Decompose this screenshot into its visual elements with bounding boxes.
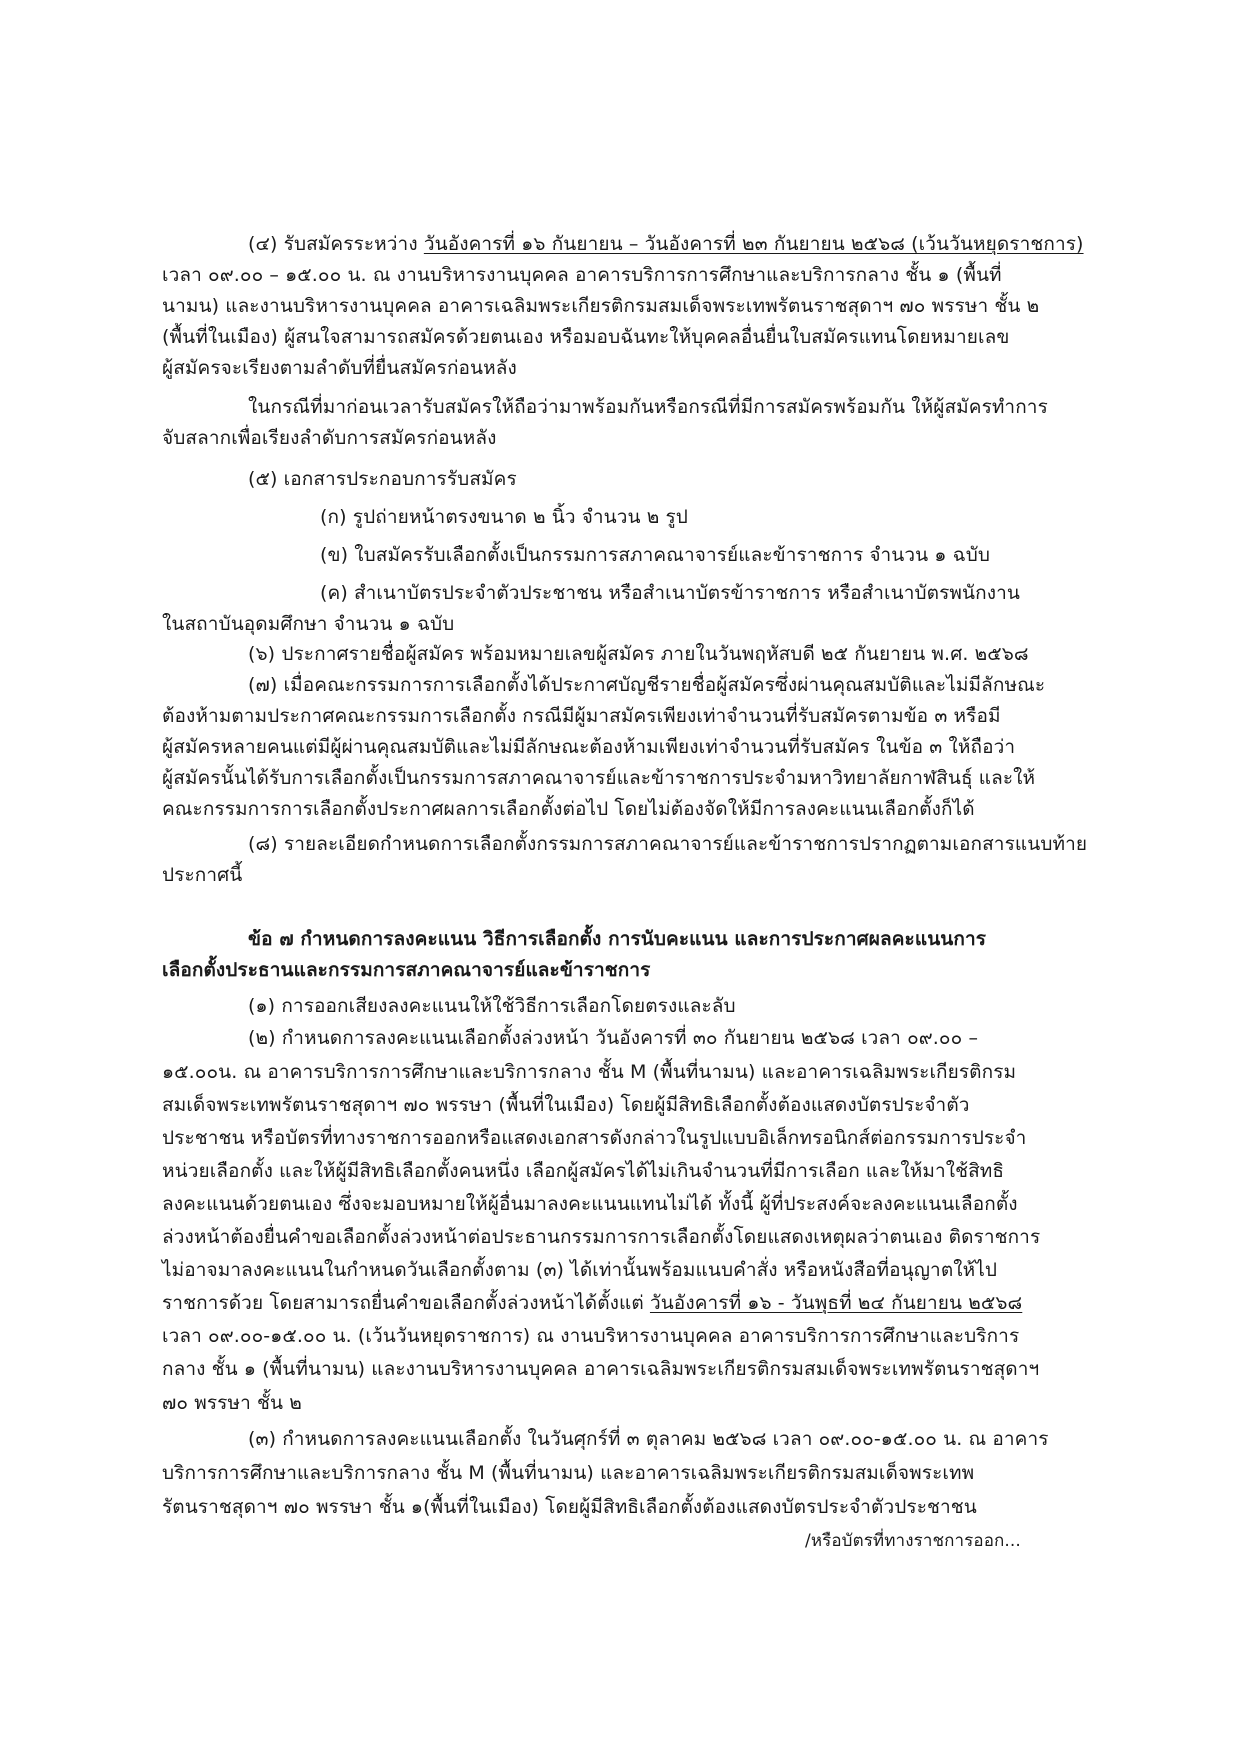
paragraph-line: (๓) กำหนดการลงคะแนนเลือกตั้ง ในวันศุกร์ที่ ๓ ตุลาคม ๒๕๖๘ เวลา ๐๙.๐๐-๑๕.๐๐ น. ณ อาคาร xyxy=(248,1428,1049,1450)
advance-request-dates: วันอังคารที่ ๑๖ - วันพุธที่ ๒๔ กันยายน ๒๕๖๘ xyxy=(649,1292,1023,1314)
paragraph-line: ไม่อาจมาลงคะแนนในกำหนดวันเลือกตั้งตาม (๓) ได้เท่านั้นพร้อมแนบคำสั่ง หรือหนังสือที่อนุญาตให้ไป xyxy=(162,1259,998,1281)
candidate-announcement: (๖) ประกาศรายชื่อผู้สมัคร พร้อมหมายเลขผู้สมัคร ภายในวันพฤหัสบดี ๒๕ กันยายน พ.ศ. ๒๕๖๘ xyxy=(248,643,1029,665)
document-item-c: (ค) สำเนาบัตรประจำตัวประชาชน หรือสำเนาบัตรข้าราชการ หรือสำเนาบัตรพนักงาน xyxy=(320,582,1020,604)
paragraph-line: ต้องห้ามตามประกาศคณะกรรมการเลือกตั้ง กรณีมีผู้มาสมัครเพียงเท่าจำนวนที่รับสมัครตามข้อ ๓ หรือมี xyxy=(162,705,1001,727)
paragraph-line: ๗๐ พรรษา ชั้น ๒ xyxy=(162,1392,302,1414)
paragraph-line: ผู้สมัครหลายคนแต่มีผู้ผ่านคุณสมบัติและไม่มีลักษณะต้องห้ามเพียงเท่าจำนวนที่รับสมัคร ในข้อ ๓ ให้ถือว่า xyxy=(162,736,1016,758)
document-item-b: (ข) ใบสมัครรับเลือกตั้งเป็นกรรมการสภาคณาจารย์และข้าราชการ จำนวน ๑ ฉบับ xyxy=(320,544,991,566)
paragraph-line: ล่วงหน้าต้องยื่นคำขอเลือกตั้งล่วงหน้าต่อประธานกรรมการการเลือกตั้งโดยแสดงเหตุผลว่าตนเอง ติดราชการ xyxy=(162,1226,1041,1248)
paragraph-line: ๑๕.๐๐น. ณ อาคารบริการการศึกษาและบริการกลาง ชั้น M (พื้นที่นามน) และอาคารเฉลิมพระเกียรติกรม xyxy=(162,1061,1017,1083)
paragraph-line: ผู้สมัครนั้นได้รับการเลือกตั้งเป็นกรรมการสภาคณาจารย์และข้าราชการประจำมหาวิทยาลัยกาฬสินธุ์ และให้ xyxy=(162,767,1036,789)
continuation-marker: /หรือบัตรที่ทางราชการออก... xyxy=(805,1531,1021,1551)
paragraph-line: ประกาศนี้ xyxy=(162,864,243,886)
paragraph-line: (๗) เมื่อคณะกรรมการการเลือกตั้งได้ประกาศบัญชีรายชื่อผู้สมัครซึ่งผ่านคุณสมบัติและไม่มีลักษณะ xyxy=(248,674,1046,696)
document-item-a: (ก) รูปถ่ายหน้าตรงขนาด ๒ นิ้ว จำนวน ๒ รูป xyxy=(320,506,688,528)
paragraph-line: กลาง ชั้น ๑ (พื้นที่นามน) และงานบริหารงานบุคคล อาคารเฉลิมพระเกียรติกรมสมเด็จพระเทพรัตนราชสุดาฯ xyxy=(162,1358,1040,1380)
advance-request-line xyxy=(162,1290,1022,1316)
paragraph-line: รัตนราชสุดาฯ ๗๐ พรรษา ชั้น ๑(พื้นที่ในเมือง) โดยผู้มีสิทธิเลือกตั้งต้องแสดงบัตรประจำตัวประชาชน xyxy=(162,1496,977,1518)
paragraph-line: เวลา ๐๙.๐๐-๑๕.๐๐ น. (เว้นวันหยุดราชการ) ณ งานบริหารงานบุคคล อาคารบริการการศึกษาและบริการ xyxy=(162,1325,1020,1347)
paragraph-line: คณะกรรมการการเลือกตั้งประกาศผลการเลือกตั้งต่อไป โดยไม่ต้องจัดให้มีการลงคะแนนเลือกตั้งก็ได้ xyxy=(162,798,975,820)
paragraph-line: ในสถาบันอุดมศึกษา จำนวน ๑ ฉบับ xyxy=(162,613,455,635)
article-heading: ข้อ ๗ กำหนดการลงคะแนน วิธีการเลือกตั้ง การนับคะแนน และการประกาศผลคะแนนการ xyxy=(248,928,987,950)
paragraph-line: ผู้สมัครจะเรียงตามลำดับที่ยื่นสมัครก่อนหลัง xyxy=(162,357,517,379)
paragraph-line: (๘) รายละเอียดกำหนดการเลือกตั้งกรรมการสภาคณาจารย์และข้าราชการปรากฏตามเอกสารแนบท้าย xyxy=(248,833,1088,855)
paragraph-line: สมเด็จพระเทพรัตนราชสุดาฯ ๗๐ พรรษา (พื้นที่ในเมือง) โดยผู้มีสิทธิเลือกตั้งต้องแสดงบัตรประจำตัว xyxy=(162,1094,970,1116)
text-fragment: ราชการด้วย โดยสามารถยื่นคำขอเลือกตั้งล่วงหน้าได้ตั้งแต่ xyxy=(162,1292,650,1314)
paragraph-line: เวลา ๐๙.๐๐ – ๑๕.๐๐ น. ณ งานบริหารงานบุคคล อาคารบริการการศึกษาและบริการกลาง ชั้น ๑ (พื้นที่ xyxy=(162,264,1002,286)
paragraph-line: ประชาชน หรือบัตรที่ทางราชการออกหรือแสดงเอกสารดังกล่าวในรูปแบบอิเล็กทรอนิกส์ต่อกรรมการประจำ xyxy=(162,1127,1027,1149)
paragraph-line: (พื้นที่ในเมือง) ผู้สนใจสามารถสมัครด้วยตนเอง หรือมอบฉันทะให้บุคคลอื่นยื่นใบสมัครแทนโดยหมายเลข xyxy=(162,326,1010,348)
paragraph-line: ลงคะแนนด้วยตนเอง ซึ่งจะมอบหมายให้ผู้อื่นมาลงคะแนนแทนไม่ได้ ทั้งนี้ ผู้ที่ประสงค์จะลงคะแนนเลือกตั้ง xyxy=(162,1193,1018,1215)
paragraph-line: จับสลากเพื่อเรียงลำดับการสมัครก่อนหลัง xyxy=(162,427,497,449)
paragraph-line: (๒) กำหนดการลงคะแนนเลือกตั้งล่วงหน้า วันอังคารที่ ๓๐ กันยายน ๒๕๖๘ เวลา ๐๙.๐๐ – xyxy=(248,1027,979,1049)
paragraph-line: นามน) และงานบริหารงานบุคคล อาคารเฉลิมพระเกียรติกรมสมเด็จพระเทพรัตนราชสุดาฯ ๗๐ พรรษา ชั้น ๒ xyxy=(162,295,1040,317)
paragraph-line: หน่วยเลือกตั้ง และให้ผู้มีสิทธิเลือกตั้งคนหนึ่ง เลือกผู้สมัครได้ไม่เกินจำนวนที่มีการเลือก และให้มาใช้สิทธิ xyxy=(162,1160,1005,1182)
application-period-line xyxy=(248,231,1084,257)
paragraph-line: ในกรณีที่มาก่อนเวลารับสมัครให้ถือว่ามาพร้อมกันหรือกรณีที่มีการสมัครพร้อมกัน ให้ผู้สมัครทำการ xyxy=(248,396,1048,418)
article-heading-cont: เลือกตั้งประธานและกรรมการสภาคณาจารย์และข้าราชการ xyxy=(162,959,651,981)
application-dates: วันอังคารที่ ๑๖ กันยายน – วันอังคารที่ ๒๓ กันยายน ๒๕๖๘ (เว้นวันหยุดราชการ) xyxy=(423,233,1084,255)
documents-heading: (๕) เอกสารประกอบการรับสมัคร xyxy=(248,468,517,490)
paragraph-line: บริการการศึกษาและบริการกลาง ชั้น M (พื้นที่นามน) และอาคารเฉลิมพระเกียรติกรมสมเด็จพระเทพ xyxy=(162,1462,975,1484)
text-fragment: (๔) รับสมัครระหว่าง xyxy=(248,233,424,255)
voting-method: (๑) การออกเสียงลงคะแนนให้ใช้วิธีการเลือกโดยตรงและลับ xyxy=(248,995,736,1017)
